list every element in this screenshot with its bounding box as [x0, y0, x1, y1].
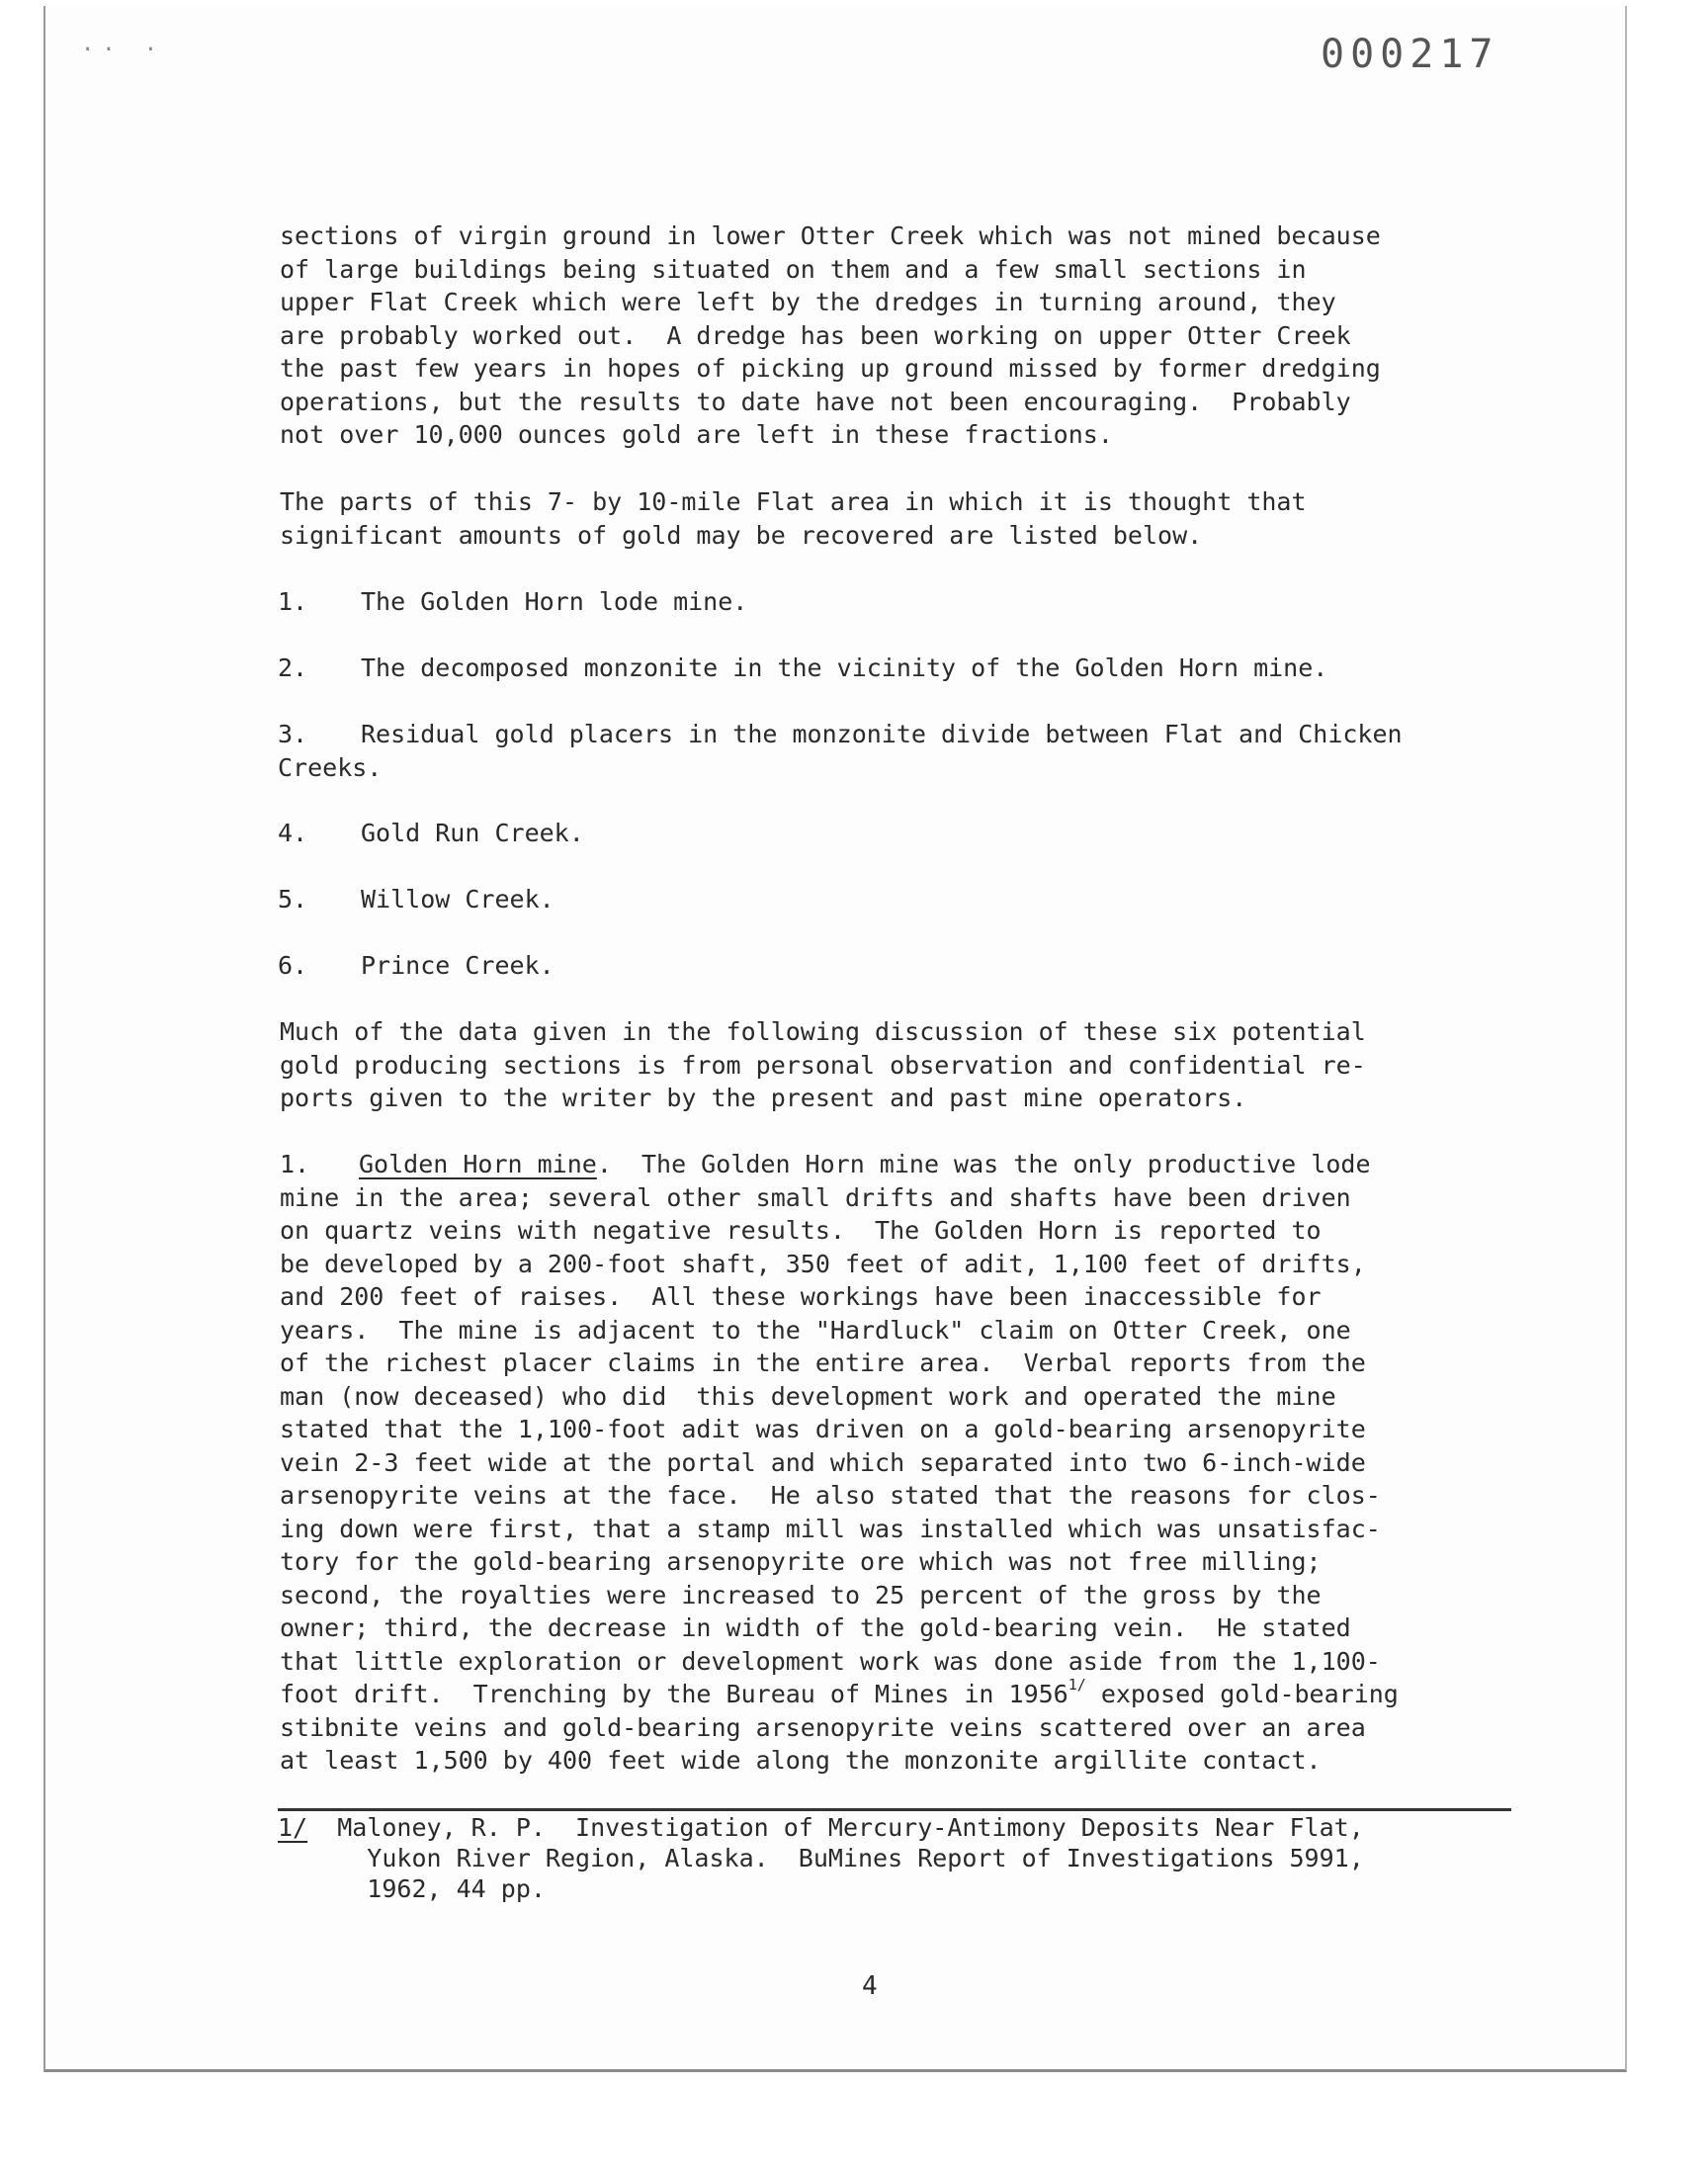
footnote-divider	[278, 1808, 1511, 1811]
footnote: 1/ Maloney, R. P. Investigation of Mercury-Antimony Deposits Near Flat, Yukon River Region, Alaska. BuMines Report of Investigations 5991, 1962, 44 pp.	[278, 1813, 1364, 1903]
list-item: 5. Willow Creek.	[278, 885, 555, 914]
list-item: 4. Gold Run Creek.	[278, 819, 584, 847]
paragraph-3: Much of the data given in the following discussion of these six potential gold producing sections is from personal observation and confidential re- ports given to the writer by the present and past mine operators.	[280, 1017, 1366, 1112]
paragraph-2: The parts of this 7- by 10-mile Flat area in which it is thought that significant amounts of gold may be recovered are listed below.	[280, 487, 1307, 550]
section-heading: Golden Horn mine	[359, 1150, 597, 1178]
paragraph-1: sections of virgin ground in lower Otter Creek which was not mined because of large buildings being situated on them and a few small sections in upper Flat Creek which were left by the dredges in turning around, they are probably worked out. A dredge has been working on upper Otter Creek the past few years in hopes of picking up ground missed by former dredging operations, but the results to date have not been encouraging. Probably not over 10,000 ounces gold are left in these fractions.	[280, 221, 1381, 449]
list-item: 6. Prince Creek.	[278, 951, 555, 980]
list-item: 3. Residual gold placers in the monzonite divide between Flat and Chicken Creeks.	[278, 720, 1403, 782]
list-item: 2. The decomposed monzonite in the vicinity of the Golden Horn mine.	[278, 653, 1328, 682]
footnote-ref: 1/	[1068, 1675, 1086, 1694]
section-golden-horn: 1. Golden Horn mine. The Golden Horn mine was the only productive lode mine in the area; several other small drifts and shafts have been driven on quartz veins with negative results. The Golden Horn is reported to be developed by a 200-foot shaft, 350 feet of adit, 1,100 feet of drifts, and 200 feet of raises. All these workings have been inaccessible for years. The mine is adjacent to the "Hardluck" claim on Otter Creek, one of the richest placer claims in the entire area. Verbal reports from the man (now deceased) who did this development work and operated the mine stated that the 1,100-foot adit was driven on a gold-bearing arsenopyrite vein 2-3 feet wide at the portal and which separated into two 6-inch-wide arsenopyrite veins at the face. He also stated that the reasons for clos- ing down were first, that a stamp mill was installed which was unsatisfac- tory for the gold-bearing arsenopyrite ore which was not free milling; second, the royalties were increased to 25 percent of the gross by the owner; third, the decrease in width of the gold-bearing vein. He stated that little exploration or development work was done aside from the 1,100- foot drift. Trenching by the Bureau of Mines in $1956^{1/}$ exposed gold-bearing stibnite veins and gold-bearing arsenopyrite veins scattered over an area at least 1,500 by 400 feet wide along the monzonite argillite contact.	[280, 1150, 1399, 1775]
document-number: 000217	[1321, 32, 1499, 77]
list-item: 1. The Golden Horn lode mine.	[278, 587, 748, 616]
page-number: 4	[862, 1971, 878, 2001]
scan-marks: ·· ·	[81, 38, 165, 62]
